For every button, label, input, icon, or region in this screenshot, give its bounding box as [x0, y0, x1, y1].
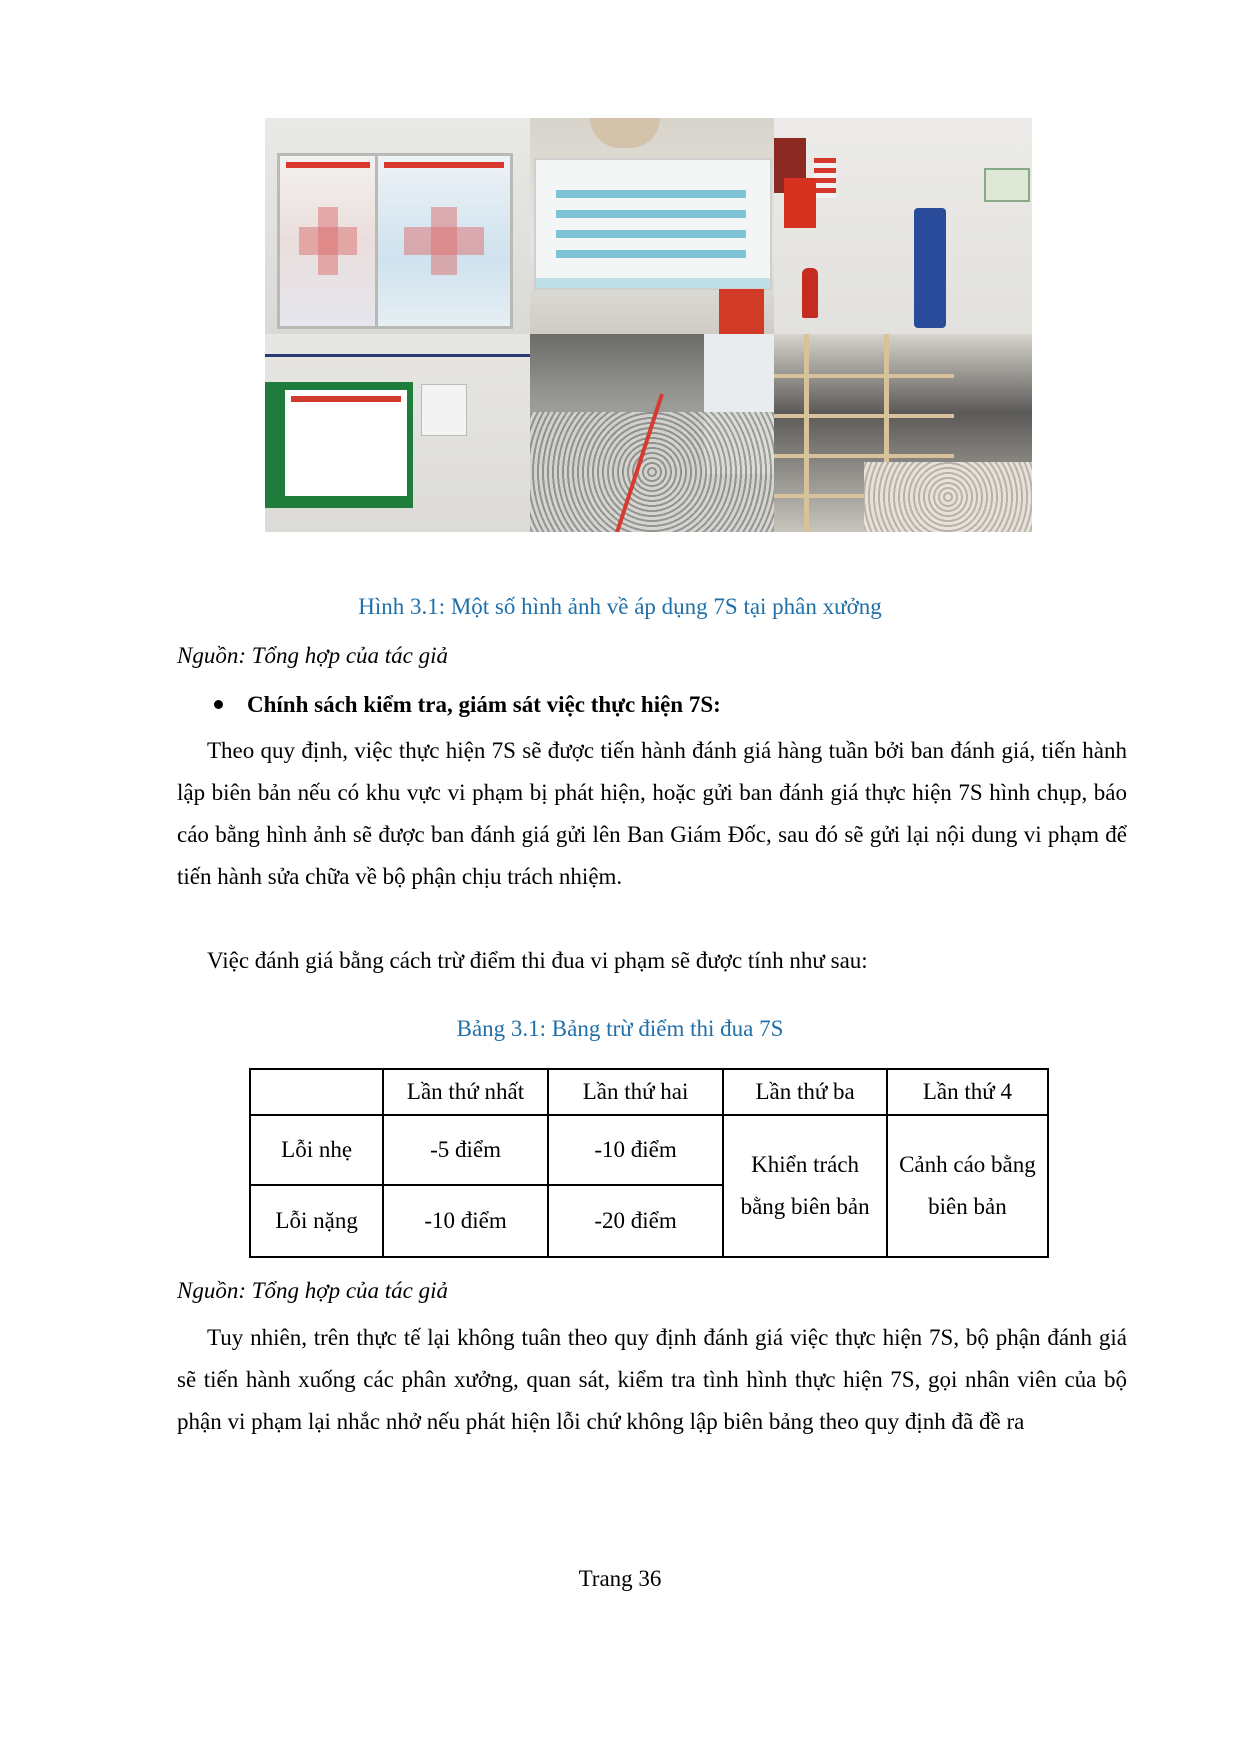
stretcher-sign	[984, 168, 1030, 202]
paragraph-scoring-intro: Việc đánh giá bằng cách trừ điểm thi đua vi phạm sẽ được tính như sau:	[207, 948, 868, 973]
page-number: Trang 36	[578, 1566, 662, 1591]
stretcher	[914, 208, 946, 328]
table-header-cell: Lần thứ ba	[723, 1069, 887, 1115]
table-header-cell: Lần thứ nhất	[383, 1069, 548, 1115]
figure-source: Nguồn: Tổng hợp của tác giả	[177, 643, 449, 668]
ceiling-tank	[590, 118, 660, 148]
row-label-major-error: Lỗi nặng	[250, 1185, 383, 1257]
section-heading-text: Chính sách kiểm tra, giám sát việc thực hiện 7S:	[247, 692, 721, 717]
table-header-cell	[250, 1069, 383, 1115]
merged-cell-fourth-time: Cảnh cáo bằng biên bản	[887, 1115, 1048, 1257]
score-deduction-table	[249, 1068, 1049, 1258]
fire-extinguisher	[802, 268, 818, 318]
paragraph-evaluation-policy: Theo quy định, việc thực hiện 7S sẽ được tiến hành đánh giá hàng tuần bởi ban đánh giá, tiến hành lập biên bản nếu có khu vực vi phạm bị phát hiện, hoặc gửi ban đánh giá thực hiện 7S hình chụp, báo cáo bằng hình ảnh sẽ được ban đánh giá gửi lên Ban Giám Đốc, sau đó sẽ gửi lại nội dung vi phạm để tiến hành sửa chữa về bộ phận chịu trách nhiệm.	[177, 738, 1127, 889]
extinguisher-usage-board	[265, 382, 413, 508]
table-cell: -20 điểm	[548, 1185, 724, 1257]
photo-collage	[265, 118, 1032, 532]
photo-extinguisher-usage-sign	[265, 334, 530, 532]
first-aid-poster-left	[277, 153, 379, 329]
figure-caption: Hình 3.1: Một số hình ảnh về áp dụng 7S tại phân xưởng	[358, 594, 882, 619]
table-caption: Bảng 3.1: Bảng trừ điểm thi đua 7S	[456, 1016, 784, 1041]
table-cell: -10 điểm	[548, 1115, 724, 1185]
table-source: Nguồn: Tổng hợp của tác giả	[177, 1278, 449, 1303]
photo-storage-shelves	[774, 334, 1032, 532]
photo-fire-station	[774, 118, 1032, 334]
section-heading	[214, 692, 721, 718]
table-cell: -10 điểm	[383, 1185, 548, 1257]
table-header-cell: Lần thứ hai	[548, 1069, 724, 1115]
evacuation-map-board	[534, 158, 772, 290]
merged-cell-third-time: Khiển trách bằng biên bản	[723, 1115, 887, 1257]
staff-list-sheet	[421, 384, 467, 436]
table-header-row	[250, 1069, 1048, 1115]
photo-factory-corridor	[530, 334, 774, 532]
bullet-icon	[214, 700, 223, 709]
row-label-minor-error: Lỗi nhẹ	[250, 1115, 383, 1185]
photo-first-aid-posters	[265, 118, 530, 334]
rules-sign	[719, 289, 764, 334]
paragraph-actual-practice: Tuy nhiên, trên thực tế lại không tuân theo quy định đánh giá việc thực hiện 7S, bộ phận đánh giá sẽ tiến hành xuống các phân xưởng, quan sát, kiểm tra tình hình thực hiện 7S, gọi nhân viên của bộ phận vi phạm lại nhắc nhở nếu phát hiện lỗi chứ không lập biên bảng theo quy định đã đề ra	[177, 1325, 1127, 1434]
first-aid-poster-right	[375, 153, 513, 329]
table-row	[250, 1115, 1048, 1185]
photo-evacuation-map	[530, 118, 774, 334]
chevron-sign	[814, 158, 836, 198]
table-header-cell: Lần thứ 4	[887, 1069, 1048, 1115]
table-cell: -5 điểm	[383, 1115, 548, 1185]
fire-rules-board	[784, 178, 816, 228]
